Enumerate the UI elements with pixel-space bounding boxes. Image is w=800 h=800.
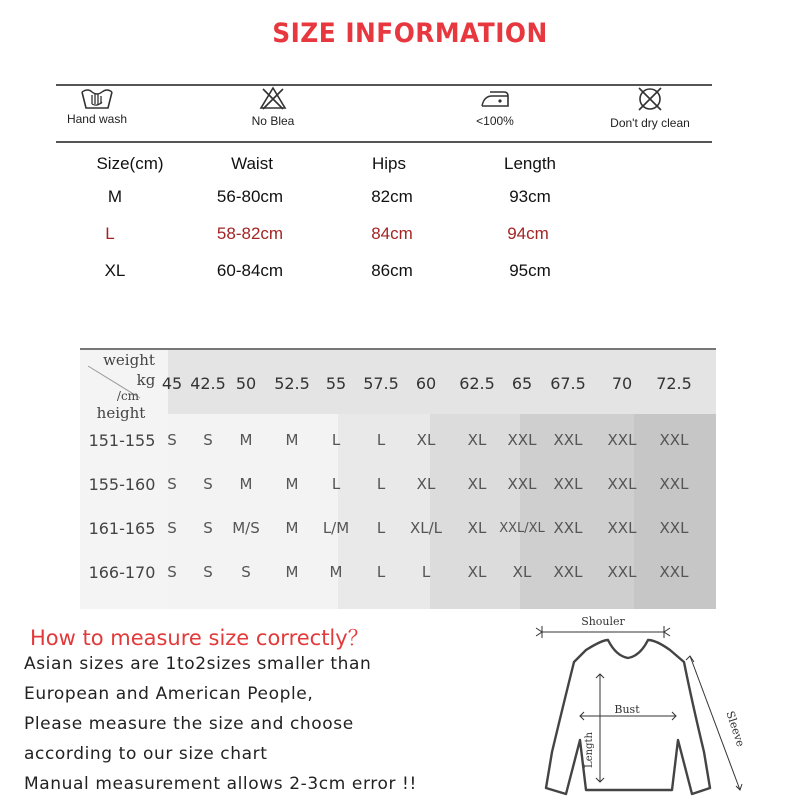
size-row-xl-waist: 60-84cm: [216, 261, 284, 280]
size-cell: S: [167, 563, 177, 581]
size-row-m-size: M: [107, 187, 123, 206]
size-cell: XL: [416, 431, 436, 449]
size-cell: XXL: [607, 431, 637, 449]
size-cell: L: [421, 563, 431, 581]
measure-note-line: European and American People,: [24, 684, 314, 704]
hand-wash-icon: [80, 86, 114, 110]
care-label: Hand wash: [66, 112, 128, 126]
weight-height-chart: [80, 348, 716, 609]
weight-header-cell: 70: [611, 373, 633, 393]
care-hand-wash: [27, 86, 167, 126]
care-no-dry-clean: [580, 86, 720, 130]
weight-header-cell: 45: [161, 373, 183, 393]
size-cell: XL: [467, 563, 487, 581]
height-row-label: 166-170: [88, 562, 156, 582]
size-cell: S: [167, 475, 177, 493]
size-cell: L: [376, 563, 386, 581]
size-cell: M: [285, 431, 299, 449]
weight-header-cell: 57.5: [363, 373, 399, 393]
size-cell: XXL: [607, 475, 637, 493]
size-header-hips: Hips: [371, 154, 406, 173]
weight-header-cell: 50: [235, 373, 257, 393]
size-cell: XXL: [607, 563, 637, 581]
sleeve-label: Sleeve: [723, 709, 748, 749]
weight-header-cell: 55: [325, 373, 347, 393]
weight-header-cell: 62.5: [459, 373, 495, 393]
size-cell: M: [329, 563, 343, 581]
corner-cm-label: /cm: [116, 389, 140, 403]
corner-height-label: height: [96, 404, 146, 422]
size-row-l-size: L: [105, 224, 115, 243]
measure-note-line: Manual measurement allows 2-3cm error !!: [24, 774, 417, 794]
measure-note-line: according to our size chart: [24, 744, 268, 764]
size-cell: XL/L: [409, 519, 443, 537]
no-bleach-icon: [258, 86, 288, 110]
size-cell: XXL: [553, 563, 583, 581]
size-row-l-hips: 84cm: [371, 224, 413, 243]
size-cell: XXL: [553, 475, 583, 493]
size-cell: S: [167, 431, 177, 449]
sweater-outline-icon: [496, 612, 800, 800]
size-cell: XXL: [607, 519, 637, 537]
height-row-label: 155-160: [88, 474, 156, 494]
size-cell: M: [285, 563, 299, 581]
size-cell: S: [241, 563, 251, 581]
size-cell: XL: [467, 431, 487, 449]
size-cell: XL: [416, 475, 436, 493]
weight-header-cell: 60: [415, 373, 437, 393]
size-cell: S: [203, 563, 213, 581]
size-cell: M: [285, 519, 299, 537]
size-cell: XXL: [659, 475, 689, 493]
size-cell: S: [203, 475, 213, 493]
size-cell: XXL: [553, 431, 583, 449]
corner-weight-label: weight: [103, 351, 155, 369]
size-cell: XXL: [659, 563, 689, 581]
corner-kg-label: kg: [136, 371, 156, 389]
size-cell: L: [376, 475, 386, 493]
length-label: Length: [584, 732, 595, 768]
no-dry-clean-icon: [636, 86, 664, 112]
measure-note-line: Please measure the size and choose: [24, 714, 354, 734]
garment-diagram: [496, 612, 800, 800]
size-cell: XXL: [659, 431, 689, 449]
size-cell: S: [167, 519, 177, 537]
care-label: No Blea: [251, 114, 295, 128]
page-title: SIZE INFORMATION: [272, 18, 548, 49]
size-cell: XXL: [659, 519, 689, 537]
weight-header-cell: 72.5: [656, 373, 692, 393]
care-label: <100%: [476, 114, 514, 128]
size-row-xl-size: XL: [104, 261, 126, 280]
size-header-size: Size(cm): [96, 154, 164, 173]
weight-header-cell: 67.5: [550, 373, 586, 393]
bust-label: Bust: [614, 703, 640, 716]
size-cell: XXL/XL: [499, 520, 545, 536]
size-cell: M: [239, 431, 253, 449]
measure-note-line: Asian sizes are 1to2sizes smaller than: [24, 654, 372, 674]
weight-header-cell: 52.5: [274, 373, 310, 393]
size-row-m-hips: 82cm: [371, 187, 413, 206]
size-cell: XL: [467, 519, 487, 537]
size-row-xl-hips: 86cm: [371, 261, 413, 280]
size-cell: M: [285, 475, 299, 493]
measure-heading: How to measure size correctly？: [30, 626, 369, 650]
size-cell: L/M: [322, 519, 350, 537]
size-header-waist: Waist: [231, 154, 273, 173]
divider-bottom: [56, 141, 712, 143]
size-row-xl-length: 95cm: [509, 261, 551, 280]
care-iron: [425, 86, 565, 128]
size-header-length: Length: [504, 154, 556, 173]
size-cell: M: [239, 475, 253, 493]
shoulder-label: Shouler: [581, 615, 625, 628]
size-cell: XXL: [507, 475, 537, 493]
size-cell: L: [331, 431, 341, 449]
size-cell: L: [331, 475, 341, 493]
size-cell: S: [203, 431, 213, 449]
size-cell: L: [376, 519, 386, 537]
size-cell: S: [203, 519, 213, 537]
weight-header-cell: 42.5: [190, 373, 226, 393]
weight-header-cell: 65: [511, 373, 533, 393]
size-cell: M/S: [232, 519, 260, 537]
size-row-m-waist: 56-80cm: [216, 187, 284, 206]
size-cell: XXL: [507, 431, 537, 449]
size-cell: L: [376, 431, 386, 449]
size-row-l-length: 94cm: [507, 224, 549, 243]
care-no-bleach: [203, 86, 343, 128]
size-cell: XL: [512, 563, 532, 581]
height-row-label: 151-155: [88, 430, 156, 450]
iron-icon: [478, 86, 512, 110]
height-row-label: 161-165: [88, 518, 156, 538]
size-cell: XL: [467, 475, 487, 493]
care-label: Don't dry clean: [610, 116, 690, 130]
size-row-m-length: 93cm: [509, 187, 551, 206]
size-row-l-waist: 58-82cm: [216, 224, 284, 243]
size-cell: XXL: [553, 519, 583, 537]
